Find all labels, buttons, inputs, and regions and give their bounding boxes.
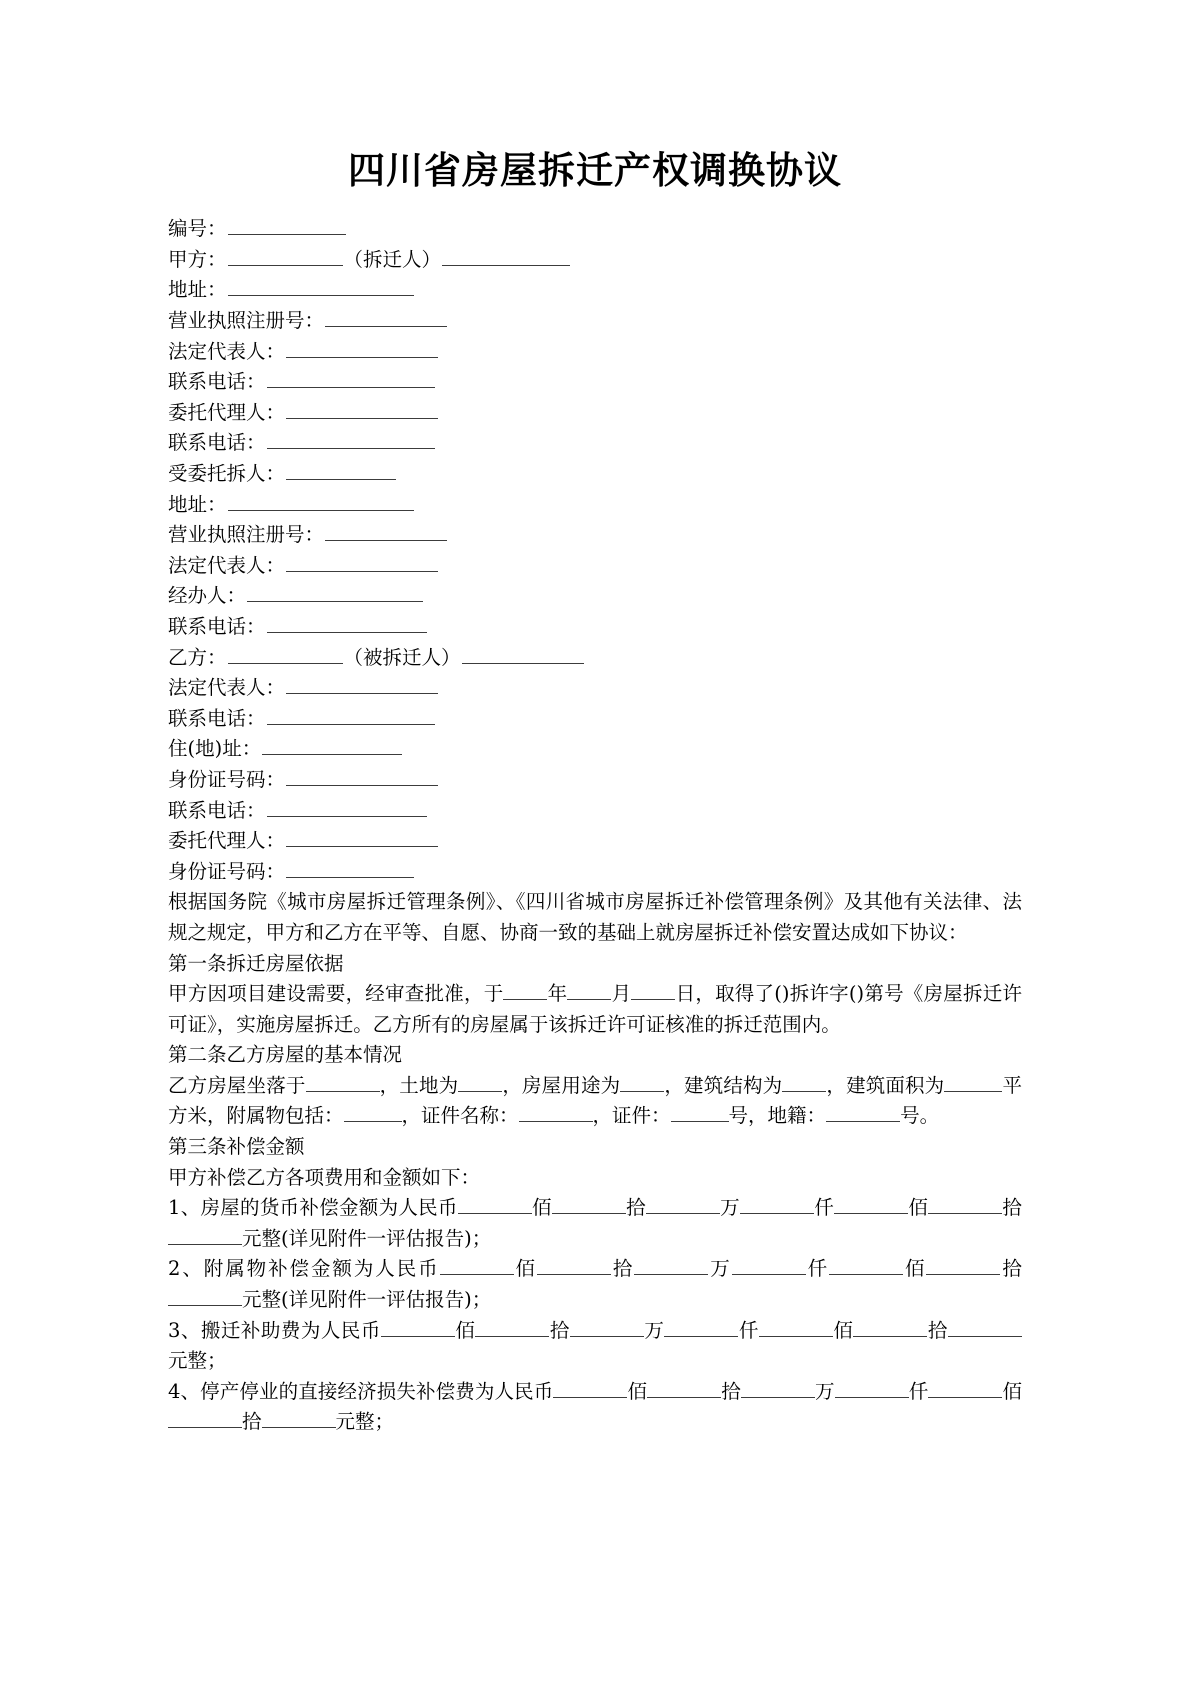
form-field-label: 身份证号码： bbox=[168, 767, 286, 791]
inline-blank[interactable] bbox=[782, 1073, 826, 1092]
body-text-run: 日，取得了()拆许字()第号《房屋拆迁许可证》，实施房屋拆迁。乙方所有的房屋属于该拆迁许可证核准的拆迁范围内。 bbox=[168, 982, 1022, 1036]
article-2-body bbox=[168, 1071, 1022, 1132]
form-field-blank[interactable] bbox=[325, 308, 447, 327]
article-3-heading: 第三条补偿金额 bbox=[168, 1135, 305, 1159]
body-text-run: ，建筑面积为 bbox=[826, 1073, 945, 1097]
inline-blank[interactable] bbox=[853, 1318, 927, 1337]
body-text-run: 仟 bbox=[908, 1379, 929, 1403]
inline-blank[interactable] bbox=[552, 1195, 626, 1214]
body-text-run: 佰 bbox=[1002, 1379, 1022, 1403]
body-text-run: 4、停产停业的直接经济损失补偿费为人民币 bbox=[168, 1379, 554, 1403]
body-text-run: 仟 bbox=[813, 1196, 835, 1220]
form-field-label: 联系电话： bbox=[168, 431, 266, 455]
body-text-run: 3、搬迁补助费为人民币 bbox=[168, 1318, 381, 1342]
form-field-blank[interactable] bbox=[267, 798, 427, 817]
inline-blank[interactable] bbox=[926, 1257, 1000, 1276]
form-field-row bbox=[168, 214, 1022, 245]
form-field-row bbox=[168, 428, 1022, 459]
form-field-blank[interactable] bbox=[286, 400, 438, 419]
body-text-run: 元整； bbox=[335, 1410, 395, 1434]
inline-blank[interactable] bbox=[928, 1379, 1002, 1398]
form-field-row bbox=[168, 245, 1022, 276]
document-body bbox=[168, 214, 1022, 1438]
form-field-blank[interactable] bbox=[286, 553, 438, 572]
inline-blank[interactable] bbox=[168, 1287, 242, 1306]
inline-blank[interactable] bbox=[948, 1318, 1022, 1337]
form-field-blank[interactable] bbox=[267, 369, 435, 388]
party-fields-list bbox=[168, 214, 1022, 887]
form-field-label: 联系电话： bbox=[168, 706, 266, 730]
body-text-run: 万 bbox=[643, 1318, 665, 1342]
form-field-row bbox=[168, 551, 1022, 582]
form-field-blank[interactable] bbox=[325, 522, 447, 541]
form-field-blank[interactable] bbox=[442, 247, 570, 266]
body-text-run: 元整(详见附件一评估报告)； bbox=[242, 1288, 492, 1312]
inline-blank[interactable] bbox=[634, 1257, 708, 1276]
inline-blank[interactable] bbox=[168, 1409, 242, 1428]
form-field-label: 联系电话： bbox=[168, 614, 266, 638]
form-field-row bbox=[168, 826, 1022, 857]
form-field-label: 经办人： bbox=[168, 584, 247, 608]
body-text-run: 拾 bbox=[927, 1318, 948, 1342]
form-field-row bbox=[168, 673, 1022, 704]
body-text-run: 佰 bbox=[454, 1318, 476, 1342]
compensation-item bbox=[168, 1377, 1022, 1438]
article-3-intro: 甲方补偿乙方各项费用和金额如下： bbox=[168, 1165, 481, 1189]
inline-blank[interactable] bbox=[620, 1073, 664, 1092]
inline-blank[interactable] bbox=[631, 981, 675, 1000]
form-field-row bbox=[168, 490, 1022, 521]
inline-blank[interactable] bbox=[826, 1104, 900, 1123]
form-field-row bbox=[168, 337, 1022, 368]
body-text-run: ，证件： bbox=[592, 1104, 671, 1128]
inline-blank[interactable] bbox=[646, 1195, 720, 1214]
form-field-blank[interactable] bbox=[267, 614, 427, 633]
body-text-run: 仟 bbox=[738, 1318, 759, 1342]
body-text-run: 年 bbox=[547, 982, 568, 1006]
form-field-blank[interactable] bbox=[228, 645, 343, 664]
inline-blank[interactable] bbox=[732, 1257, 806, 1276]
article-1-heading: 第一条拆迁房屋依据 bbox=[168, 951, 344, 975]
body-text-run: 拾 bbox=[610, 1257, 635, 1281]
inline-blank[interactable] bbox=[759, 1318, 833, 1337]
body-text-run: 乙方房屋坐落于 bbox=[168, 1073, 306, 1097]
form-field-label: 营业执照注册号： bbox=[168, 523, 325, 547]
form-field-label: 身份证号码： bbox=[168, 859, 286, 883]
form-field-row bbox=[168, 796, 1022, 827]
body-text-run: 元整； bbox=[168, 1349, 227, 1373]
form-field-row bbox=[168, 765, 1022, 796]
body-text-run: 号。 bbox=[900, 1104, 940, 1128]
form-field-blank[interactable] bbox=[228, 247, 343, 266]
form-field-label: 地址： bbox=[168, 278, 227, 302]
body-text-run: ，建筑结构为 bbox=[664, 1073, 783, 1097]
form-field-row bbox=[168, 367, 1022, 398]
inline-blank[interactable] bbox=[829, 1257, 903, 1276]
form-field-note: （拆迁人） bbox=[343, 247, 442, 271]
compensation-item bbox=[168, 1193, 1022, 1254]
body-text-run: 2、附属物补偿金额为人民币 bbox=[168, 1257, 440, 1281]
inline-blank[interactable] bbox=[664, 1318, 738, 1337]
form-field-blank[interactable] bbox=[247, 583, 423, 602]
body-text-run: 拾 bbox=[549, 1318, 570, 1342]
form-field-blank[interactable] bbox=[286, 828, 438, 847]
body-text-run: 佰 bbox=[627, 1379, 648, 1403]
form-field-blank[interactable] bbox=[267, 706, 435, 725]
form-field-label: 编号： bbox=[168, 217, 227, 241]
form-field-row bbox=[168, 398, 1022, 429]
body-text-run: 万 bbox=[814, 1379, 835, 1403]
body-text-run: 拾 bbox=[625, 1196, 646, 1220]
inline-blank[interactable] bbox=[519, 1104, 593, 1123]
inline-blank[interactable] bbox=[553, 1379, 627, 1398]
inline-blank[interactable] bbox=[168, 1226, 242, 1245]
form-field-label: 委托代理人： bbox=[168, 400, 286, 424]
page-title: 四川省房屋拆迁产权调换协议 bbox=[348, 149, 842, 192]
form-field-row bbox=[168, 520, 1022, 551]
body-text-run: 拾 bbox=[242, 1410, 262, 1434]
body-text-run: 1、房屋的货币补偿金额为人民币 bbox=[168, 1196, 458, 1220]
form-field-blank[interactable] bbox=[228, 216, 346, 235]
inline-blank[interactable] bbox=[440, 1257, 514, 1276]
form-field-label: 法定代表人： bbox=[168, 339, 286, 363]
form-field-label: 地址： bbox=[168, 492, 227, 516]
preamble-paragraph: 根据国务院《城市房屋拆迁管理条例》、《四川省城市房屋拆迁补偿管理条例》及其他有关法律、法规之规定，甲方和乙方在平等、自愿、协商一致的基础上就房屋拆迁补偿安置达成如下协议： bbox=[168, 890, 1022, 944]
form-field-row bbox=[168, 704, 1022, 735]
body-text-run: 元整(详见附件一评估报告)； bbox=[242, 1226, 492, 1250]
form-field-blank[interactable] bbox=[462, 645, 584, 664]
inline-blank[interactable] bbox=[503, 981, 547, 1000]
form-field-label: 住(地)址： bbox=[168, 737, 262, 761]
form-field-label: 法定代表人： bbox=[168, 553, 286, 577]
compensation-item bbox=[168, 1254, 1022, 1315]
body-text-run: 佰 bbox=[531, 1196, 552, 1220]
body-text-run: ，房屋用途为 bbox=[502, 1073, 621, 1097]
body-text-run: ，证件名称： bbox=[401, 1104, 519, 1128]
body-text-run: 万 bbox=[708, 1257, 732, 1281]
form-field-blank[interactable] bbox=[262, 736, 402, 755]
form-field-row bbox=[168, 857, 1022, 888]
form-field-label: 乙方： bbox=[168, 645, 227, 669]
form-field-blank[interactable] bbox=[286, 675, 438, 694]
form-field-row bbox=[168, 306, 1022, 337]
inline-blank[interactable] bbox=[834, 1195, 908, 1214]
inline-blank[interactable] bbox=[458, 1073, 502, 1092]
form-field-row bbox=[168, 581, 1022, 612]
inline-blank[interactable] bbox=[458, 1195, 532, 1214]
form-field-blank[interactable] bbox=[286, 859, 414, 878]
form-field-blank[interactable] bbox=[286, 461, 396, 480]
body-text-run: 月 bbox=[611, 982, 632, 1006]
form-field-row bbox=[168, 612, 1022, 643]
inline-blank[interactable] bbox=[344, 1104, 402, 1123]
body-text-run: 拾 bbox=[721, 1379, 741, 1403]
body-text-run: 佰 bbox=[903, 1257, 927, 1281]
body-text-run: 平方米，附属物包括： bbox=[168, 1073, 1022, 1128]
inline-blank[interactable] bbox=[381, 1318, 455, 1337]
inline-blank[interactable] bbox=[570, 1318, 644, 1337]
body-text-run: 号，地籍： bbox=[728, 1104, 827, 1128]
form-field-row bbox=[168, 643, 1022, 674]
form-field-row bbox=[168, 275, 1022, 306]
inline-blank[interactable] bbox=[537, 1257, 611, 1276]
form-field-label: 受委托拆人： bbox=[168, 462, 286, 485]
inline-blank[interactable] bbox=[944, 1073, 1002, 1092]
compensation-item bbox=[168, 1316, 1022, 1377]
form-field-note: （被拆迁人） bbox=[343, 645, 461, 669]
body-text-run: 佰 bbox=[513, 1257, 537, 1281]
body-text-run: 甲方因项目建设需要，经审查批准，于 bbox=[168, 982, 504, 1006]
form-field-label: 营业执照注册号： bbox=[168, 309, 325, 333]
form-field-label: 联系电话： bbox=[168, 370, 266, 394]
inline-blank[interactable] bbox=[671, 1104, 729, 1123]
article-2-heading: 第二条乙方房屋的基本情况 bbox=[168, 1043, 403, 1067]
inline-blank[interactable] bbox=[475, 1318, 549, 1337]
inline-blank[interactable] bbox=[928, 1195, 1002, 1214]
article-1-body bbox=[168, 979, 1022, 1040]
body-text-run: 仟 bbox=[805, 1257, 830, 1281]
form-field-label: 法定代表人： bbox=[168, 676, 286, 700]
inline-blank[interactable] bbox=[306, 1073, 380, 1092]
form-field-blank[interactable] bbox=[267, 430, 435, 449]
body-text-run: 佰 bbox=[832, 1318, 854, 1342]
inline-blank[interactable] bbox=[740, 1195, 814, 1214]
inline-blank[interactable] bbox=[262, 1409, 336, 1428]
form-field-blank[interactable] bbox=[228, 278, 414, 297]
body-text-run: 拾 bbox=[1000, 1257, 1022, 1281]
inline-blank[interactable] bbox=[567, 981, 611, 1000]
form-field-label: 甲方： bbox=[168, 247, 227, 271]
form-field-label: 联系电话： bbox=[168, 798, 266, 822]
form-field-label: 委托代理人： bbox=[168, 829, 286, 853]
form-field-row bbox=[168, 734, 1022, 765]
form-field-blank[interactable] bbox=[286, 339, 438, 358]
form-field-blank[interactable] bbox=[228, 492, 414, 511]
inline-blank[interactable] bbox=[835, 1379, 909, 1398]
form-field-row bbox=[168, 459, 1022, 490]
body-text-run: ，土地为 bbox=[379, 1073, 459, 1097]
form-field-blank[interactable] bbox=[286, 767, 438, 786]
inline-blank[interactable] bbox=[647, 1379, 721, 1398]
body-text-run: 佰 bbox=[908, 1196, 929, 1220]
inline-blank[interactable] bbox=[741, 1379, 815, 1398]
article-3-items bbox=[168, 1193, 1022, 1438]
body-text-run: 拾 bbox=[1002, 1196, 1022, 1220]
body-text-run: 万 bbox=[719, 1196, 740, 1220]
